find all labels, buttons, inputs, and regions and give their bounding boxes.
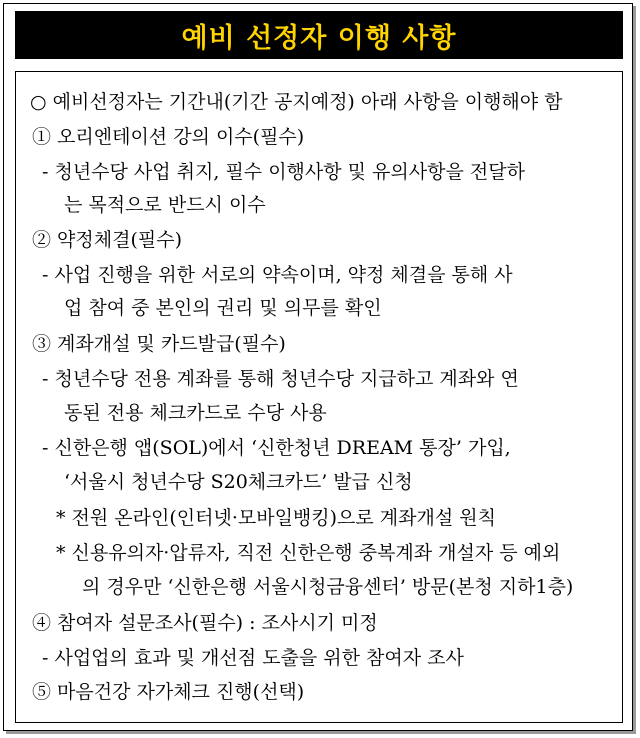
- item-3-detail-2: - 신한은행 앱(SOL)에서 ‘신한청년 DREAM 통장’ 가입,: [42, 437, 511, 459]
- item-3-detail-1: - 청년수당 전용 계좌를 통해 청년수당 지급하고 계좌와 연: [42, 368, 519, 390]
- item-4-detail: - 사업업의 효과 및 개선점 도출을 위한 참여자 조사: [42, 647, 464, 669]
- content-box: [15, 71, 623, 723]
- notice-frame: [3, 3, 633, 731]
- item-1-heading: ① 오리엔테이션 강의 이수(필수): [32, 126, 305, 148]
- item-3-heading: ③ 계좌개설 및 카드발급(필수): [32, 333, 286, 355]
- item-5-heading: ⑤ 마음건강 자가체크 진행(선택): [32, 681, 305, 703]
- intro-line: ○ 예비선정자는 기간내(기간 공지예정) 아래 사항을 이행해야 함: [30, 91, 563, 113]
- item-2-detail: - 사업 진행을 위한 서로의 약속이며, 약정 체결을 통해 사: [42, 264, 513, 286]
- item-3-note-1: * 전원 온라인(인터넷·모바일뱅킹)으로 계좌개설 원칙: [56, 507, 496, 529]
- item-2-heading: ② 약정체결(필수): [32, 229, 182, 251]
- title-banner: [15, 11, 623, 59]
- page-title: 예비 선정자 이행 사항: [181, 22, 457, 54]
- item-1-detail-cont: 는 목적으로 반드시 이수: [64, 194, 266, 216]
- item-3-detail-1-cont: 동된 전용 체크카드로 수당 사용: [64, 402, 327, 424]
- item-3-note-2: * 신용유의자·압류자, 직전 신한은행 중복계좌 개설자 등 예외: [56, 542, 561, 564]
- item-3-note-2-cont: 의 경우만 ‘신한은행 서울시청금융센터’ 방문(본청 지하1층): [82, 576, 574, 598]
- item-3-detail-2-cont: ‘서울시 청년수당 S20체크카드’ 발급 신청: [64, 471, 413, 493]
- item-1-detail: - 청년수당 사업 취지, 필수 이행사항 및 유의사항을 전달하: [42, 161, 525, 183]
- item-2-detail-cont: 업 참여 중 본인의 권리 및 의무를 확인: [64, 297, 382, 319]
- item-4-heading: ④ 참여자 설문조사(필수) : 조사시기 미정: [32, 612, 378, 634]
